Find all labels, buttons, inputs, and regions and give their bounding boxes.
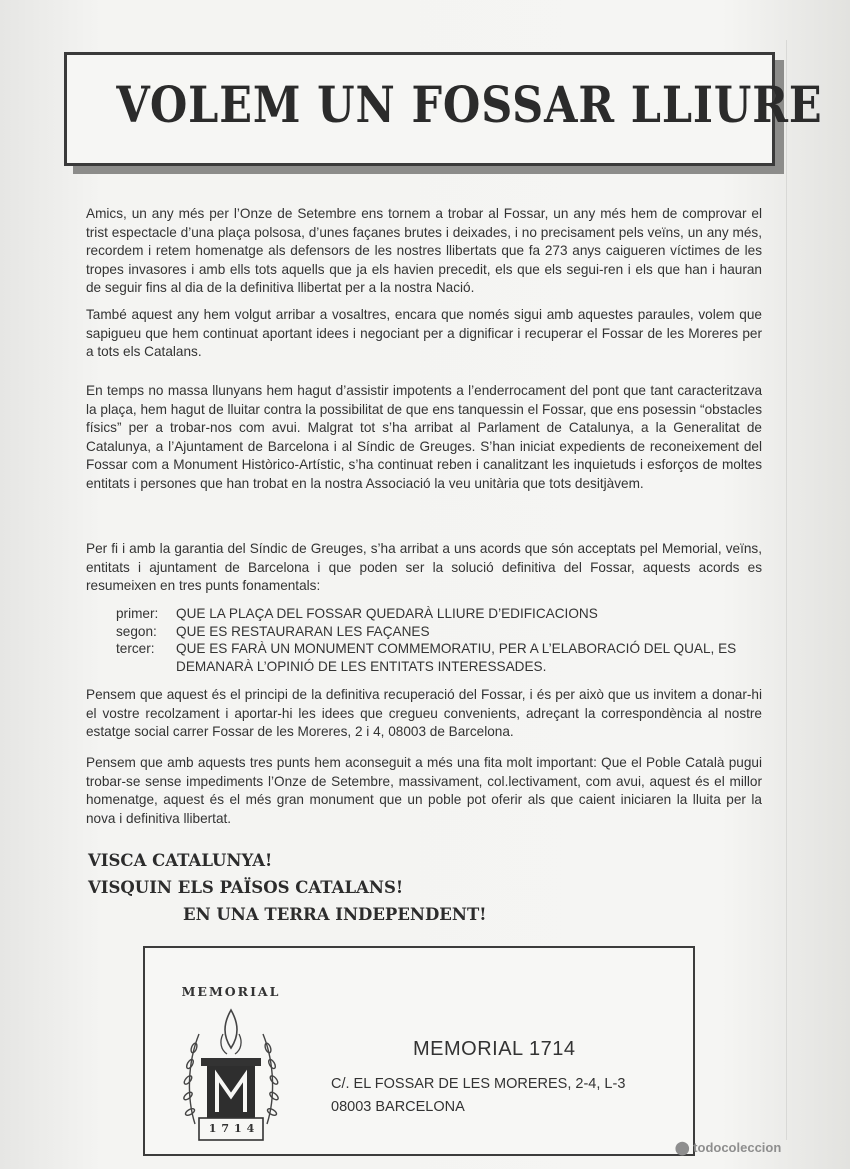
point-label: segon: bbox=[116, 623, 157, 639]
point-text: QUE ES RESTAURARAN LES FAÇANES bbox=[176, 623, 430, 639]
point-item bbox=[116, 605, 776, 623]
contact-box bbox=[143, 946, 695, 1156]
watermark-icon: ⬤ bbox=[675, 1140, 694, 1155]
watermark-text: todocoleccion bbox=[693, 1140, 782, 1155]
slogan-line: VISCA CATALUNYA! bbox=[88, 851, 273, 870]
point-text: QUE LA PLAÇA DEL FOSSAR QUEDARÀ LLIURE D’EDIFICACIONS bbox=[176, 606, 598, 621]
memorial-logo bbox=[173, 974, 289, 1144]
laurel-flame-icon bbox=[173, 974, 289, 1144]
logo-wordmark: MEMORIAL bbox=[181, 984, 281, 999]
slogan-line: VISQUIN ELS PAÏSOS CATALANS! bbox=[88, 878, 404, 897]
paragraph-3: En temps no massa llunyans hem hagut d’assistir impotents a l’enderrocament del pont que tant caracteritzava la plaça, hem hagut de lluitar contra la possibilitat de que ens tanquessin el Fossar, que ens posessin “obstacles físics” per a trobar-nos com avui. Malgrat tot s’ha arribat al Parlament de Catalunya, a la Generalitat de Catalunya, a l’Ajuntament de Barcelona i al Síndic de Greuges. S’han iniciat expedients de reconeixement del Fossar com a Monument Històrico-Artístic, s’ha continuat reben i canalitzant les inquietuds i esforços de moltes entitats i persones que han trobat en la nostra Associació la veu unitària que tots desitjàvem. bbox=[86, 383, 762, 491]
paragraph-5: Pensem que aquest és el principi de la definitiva recuperació del Fossar, i és per això que us invitem a donar-hi el vostre recolzament i aportar-hi les idees que cregueu convenients, adreçant la correspondència al nostre estatge social carrer Fossar de les Moreres, 2 i 4, 08003 de Barcelona. bbox=[86, 687, 762, 740]
point-item bbox=[116, 640, 776, 675]
page-title: VOLEM UN FOSSAR LLIURE bbox=[116, 75, 823, 134]
paragraph-2: També aquest any hem volgut arribar a vosaltres, encara que només sigui amb aquestes paraules, volem que sapigueu que hem continuat aportant idees i negociant per a dignificar i recuperar el Fossar de les Moreres per a tots els Catalans. bbox=[86, 307, 762, 360]
point-text: QUE ES FARÀ UN MONUMENT COMMEMORATIU, PER A L’ELABORACIÓ DEL QUAL, ES DEMANARÀ L’OPINIÓ DE LES ENTITATS INTERESSADES. bbox=[176, 641, 737, 674]
address-city: 08003 BARCELONA bbox=[331, 1099, 465, 1115]
point-label: primer: bbox=[116, 606, 159, 621]
paragraph-4: Per fi i amb la garantia del Síndic de Greuges, s’ha arribat a uns acords que són acceptats pel Memorial, veïns, entitats i ajuntament de Barcelona i que poden ser la solució definitiva del Fossar, aquests acords es resumeixen en tres punts fonamentals: bbox=[86, 541, 762, 594]
address-street: C/. EL FOSSAR DE LES MORERES, 2-4, L-3 bbox=[331, 1076, 626, 1092]
agreement-points bbox=[116, 605, 776, 675]
paper-fold bbox=[786, 40, 787, 1140]
paragraph-intro: Amics, un any més per l’Onze de Setembre ens tornem a trobar al Fossar, un any més hem de comprovar el trist espectacle d’una plaça polsosa, d’unes façanes brutes i deixades, i no precisament pels veïns, un any més, recordem i retem homenatge als defensors de les nostres llibertats que fa 273 anys caigueren víctimes de les tropes invasores i amb ells tots aquells que ja els havien precedit, els que els segui-ren i els que han i hauran de seguir fins al dia de la definitiva llibertat per a la nostra Nació. bbox=[86, 206, 762, 296]
slogan-line: EN UNA TERRA INDEPENDENT! bbox=[183, 905, 487, 924]
watermark bbox=[675, 1140, 781, 1156]
point-item bbox=[116, 623, 776, 641]
logo-year: 1714 bbox=[208, 1122, 260, 1135]
point-label: tercer: bbox=[116, 641, 155, 657]
title-box bbox=[64, 52, 823, 166]
paragraph-6: Pensem que amb aquests tres punts hem aconseguit a més una fita molt important: Que el Poble Català pugui trobar-se sense impediments l’Onze de Setembre, massivament, col.lectivament, com avui, aquest és el millor homenatge, aquest és el més gran monument que un poble pot oferir als que caient iniciaren la lluita per la nova i definitiva llibertat. bbox=[86, 755, 762, 826]
organization-name: MEMORIAL 1714 bbox=[413, 1038, 576, 1060]
